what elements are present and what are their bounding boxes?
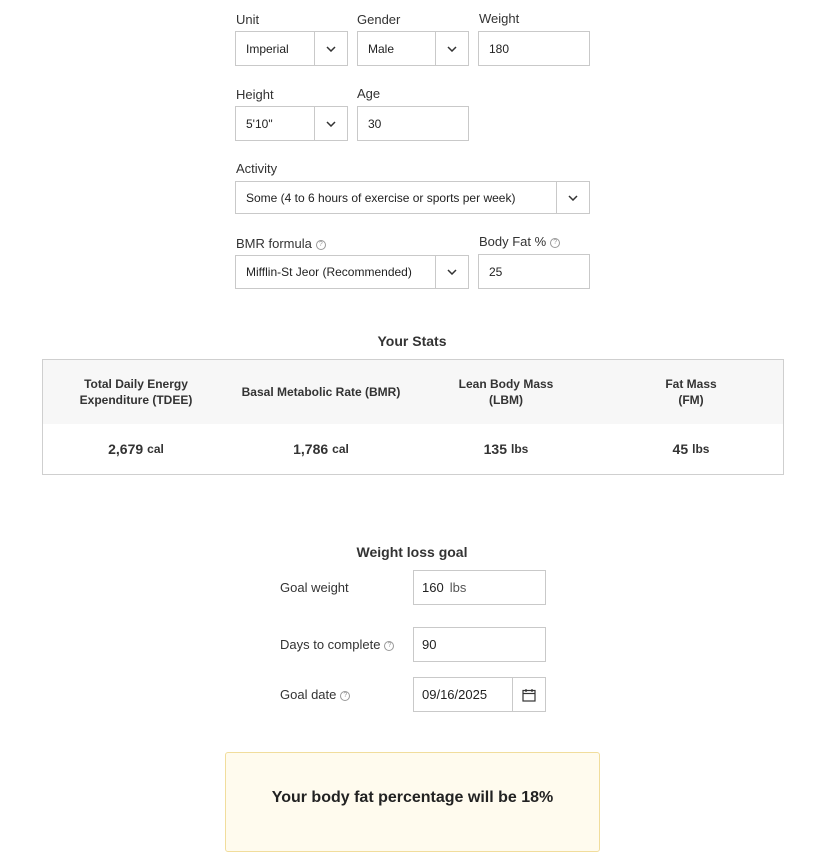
goal-date-value: 09/16/2025	[422, 687, 488, 702]
stats-header-row	[43, 360, 783, 424]
stat-unit: lbs	[511, 442, 529, 456]
height-value: 5'10"	[246, 116, 273, 131]
goal-date-input[interactable]	[413, 677, 546, 712]
body-fat-input[interactable]	[478, 254, 590, 289]
chevron-down-icon	[314, 107, 347, 140]
stat-number: 2,679	[108, 441, 144, 457]
header-line: (FM)	[678, 393, 704, 407]
goal-date-label-text: Goal date	[280, 687, 337, 702]
header-line: Expenditure (TDEE)	[79, 393, 193, 407]
chevron-down-icon	[314, 32, 347, 65]
height-label: Height	[236, 87, 274, 102]
bmr-formula-label-text: BMR formula	[236, 236, 312, 251]
goal-date-label	[280, 687, 350, 702]
days-value: 90	[422, 637, 437, 652]
age-label: Age	[357, 86, 381, 101]
header-line: (LBM)	[489, 393, 523, 407]
result-box	[225, 752, 600, 852]
gender-label: Gender	[357, 12, 401, 27]
info-icon[interactable]: ?	[384, 641, 394, 651]
chevron-down-icon	[435, 256, 468, 288]
stat-number: 1,786	[293, 441, 329, 457]
unit-select[interactable]	[235, 31, 348, 66]
stats-value-lbm	[413, 424, 599, 474]
height-select[interactable]	[235, 106, 348, 141]
goal-weight-label: Goal weight	[280, 580, 349, 595]
calendar-icon[interactable]	[512, 678, 545, 711]
weight-input[interactable]	[478, 31, 590, 66]
stat-unit: lbs	[692, 442, 710, 456]
unit-value: Imperial	[246, 41, 289, 56]
stats-value-fm	[599, 424, 783, 474]
body-fat-value: 25	[489, 264, 503, 279]
activity-label: Activity	[236, 161, 278, 176]
bmr-formula-label	[236, 236, 326, 251]
stats-header-fm	[599, 360, 783, 424]
header-line: Fat Mass	[665, 377, 717, 391]
activity-select[interactable]	[235, 181, 590, 214]
stats-header-lbm	[413, 360, 599, 424]
stats-header-tdee	[43, 360, 229, 424]
days-input[interactable]	[413, 627, 546, 662]
stats-header-bmr	[229, 360, 413, 424]
header-line: Lean Body Mass	[458, 377, 554, 391]
stat-unit: cal	[147, 442, 164, 456]
weight-value: 180	[489, 41, 510, 56]
result-text: Your body fat percentage will be 18%	[271, 789, 554, 806]
bmr-formula-value: Mifflin-St Jeor (Recommended)	[246, 265, 412, 279]
stats-value-bmr	[229, 424, 413, 474]
goal-weight-unit: lbs	[449, 580, 467, 595]
activity-value: Some (4 to 6 hours of exercise or sports per week)	[246, 190, 516, 205]
info-icon[interactable]: ?	[316, 240, 326, 250]
stat-number: 45	[672, 441, 689, 457]
chevron-down-icon	[435, 32, 468, 65]
stats-value-row	[43, 424, 783, 474]
days-label-text: Days to complete	[280, 637, 381, 652]
stats-table	[42, 359, 784, 475]
age-value: 30	[368, 116, 382, 131]
days-label	[280, 637, 394, 652]
goal-title: Weight loss goal	[356, 544, 468, 560]
stats-title: Your Stats	[377, 333, 447, 349]
gender-value: Male	[368, 41, 395, 56]
age-input[interactable]	[357, 106, 469, 141]
goal-weight-input[interactable]	[413, 570, 546, 605]
weight-label: Weight	[479, 11, 520, 26]
bmr-formula-select[interactable]	[235, 255, 469, 289]
header-line: Total Daily Energy	[84, 377, 188, 391]
chevron-down-icon	[556, 182, 589, 213]
info-icon[interactable]: ?	[340, 691, 350, 701]
body-fat-label-text: Body Fat %	[479, 234, 547, 249]
body-fat-label	[479, 234, 560, 249]
stat-unit: cal	[332, 442, 349, 456]
unit-label: Unit	[236, 12, 260, 27]
gender-select[interactable]	[357, 31, 469, 66]
header-line: Basal Metabolic Rate (BMR)	[241, 385, 401, 399]
goal-weight-value: 160	[422, 580, 444, 595]
stat-number: 135	[483, 441, 507, 457]
stats-value-tdee	[43, 424, 229, 474]
info-icon[interactable]: ?	[550, 238, 560, 248]
